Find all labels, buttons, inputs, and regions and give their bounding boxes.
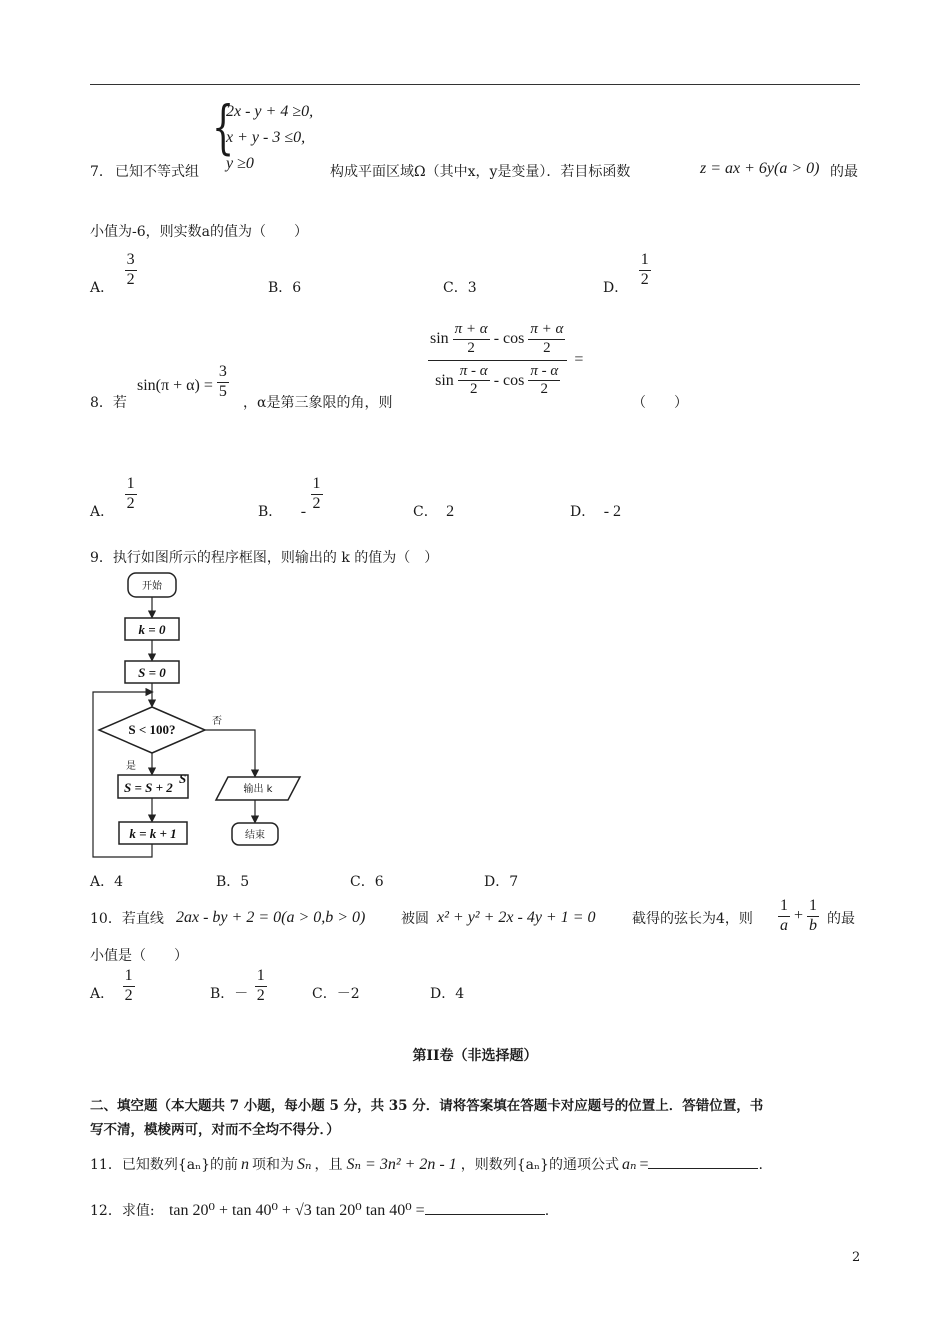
fc-no-label: 否: [212, 716, 222, 727]
fc-output-label: 输出 k: [243, 784, 273, 795]
fc-update-s-superscript: S: [179, 771, 187, 786]
q7-end: 的最: [830, 164, 858, 180]
q10-line-2: 小值是（ ）: [90, 948, 188, 964]
q11-line: 11．已知数列{aₙ}的前 n 项和为 Sₙ ，且 Sₙ = 3n² + 2n - 1 ，则数列{aₙ}的通项公式 aₙ = .: [90, 1156, 763, 1173]
q8-option-c: C． 2: [413, 503, 455, 520]
q9-option-a: A．4: [90, 874, 124, 890]
q7-system-brace: {: [212, 93, 235, 161]
fc-condition-label: S < 100?: [128, 722, 176, 737]
q10-expression: $\frac{1}{a}$ + $\frac{1}{b}$: [780, 897, 818, 934]
q7-option-c: C．3: [443, 280, 477, 296]
q7-line-2: 小值为-6，则实数a的值为（ ）: [90, 224, 308, 240]
q7-objective: z = ax + 6y(a > 0): [700, 160, 820, 177]
q7-system-line-1: 2x - y + 4 ≥0,: [226, 103, 314, 120]
q10-option-d: D．4: [430, 986, 465, 1002]
q7-prefix: 已知不等式组: [115, 164, 199, 180]
q10-option-b: B．－ $\frac{1}{2}$: [210, 967, 265, 1004]
q7-system-line-3: y ≥0: [226, 155, 254, 172]
fc-end-label: 结束: [245, 830, 265, 841]
q8-expression: sin $\frac{\pi + \alpha}{2}$ - cos $\frac{\pi + \alpha}{2}$ sin $\frac{\pi - \alpha}{2}$ - cos $\frac{\pi - \alpha}{2}$ =: [430, 321, 584, 398]
q8-condition-rest: ，α是第三象限的角，则: [243, 395, 393, 411]
q9-text: 9．执行如图所示的程序框图，则输出的 k 的值为（ ）: [90, 550, 439, 566]
header-rule: [90, 84, 860, 85]
q7-middle: 构成平面区域Ω（其中x，y是变量）．若目标函数: [330, 164, 631, 180]
q7-option-d: D． $\frac{1}{2}$: [603, 251, 649, 296]
q8-answer-paren: （ ）: [632, 395, 688, 411]
q12-answer-blank[interactable]: [425, 1200, 545, 1215]
fc-start-label: 开始: [142, 581, 162, 592]
q10-circle-equation: x² + y² + 2x - 4y + 1 = 0: [437, 909, 596, 926]
q7-option-a: A． $\frac{3}{2}$: [90, 251, 135, 296]
fc-init-s-label: S = 0: [138, 665, 166, 680]
q8-option-b: B． - $\frac{1}{2}$: [258, 475, 321, 520]
q8-option-d: D． - 2: [570, 503, 622, 520]
q12-line: 12．求值: tan 20⁰ + tan 40⁰ + √3 tan 20⁰ tan 40⁰ = .: [90, 1202, 550, 1219]
page-number: 2: [852, 1250, 861, 1265]
q10-end: 的最: [827, 911, 855, 927]
q10-middle-2: 截得的弦长为4，则: [632, 911, 753, 927]
q10-option-c: C．－2: [312, 986, 360, 1002]
q8-condition: sin(π + α) = $\frac{3}{5}$: [137, 363, 227, 400]
q9-option-d: D．7: [484, 874, 519, 890]
flowchart: [88, 566, 318, 866]
q7-option-b: B．6: [268, 280, 302, 296]
q8-option-a: A． $\frac{1}{2}$: [90, 475, 135, 520]
section-heading-line-1: 二、填空题（本大题共 7 小题，每小题 5 分，共 35 分．请将答案填在答题卡对应题号的位置上．答错位置，书: [90, 1098, 764, 1114]
q10-option-a: A． $\frac{1}{2}$: [90, 967, 133, 1004]
section-heading-line-2: 写不清，模棱两可，对而不全均不得分．）: [90, 1122, 340, 1138]
fc-init-k-label: k = 0: [138, 622, 166, 637]
fc-yes-label: 是: [126, 761, 136, 772]
q9-option-c: C．6: [350, 874, 384, 890]
q7-number: 7．: [90, 164, 113, 180]
fc-update-s-label: S = S + 2: [124, 780, 173, 795]
q7-system-line-2: x + y - 3 ≤0,: [226, 129, 306, 146]
fc-update-k-label: k = k + 1: [129, 826, 177, 841]
q10-number: 10．若直线: [90, 911, 164, 927]
q9-option-b: B．5: [216, 874, 250, 890]
section-title: 第II卷（非选择题）: [412, 1048, 538, 1064]
q11-answer-blank[interactable]: [648, 1154, 758, 1169]
q8-number: 8．若: [90, 395, 127, 411]
q10-middle: 被圆: [401, 911, 429, 927]
q10-line-equation: 2ax - by + 2 = 0(a > 0,b > 0): [176, 909, 366, 926]
